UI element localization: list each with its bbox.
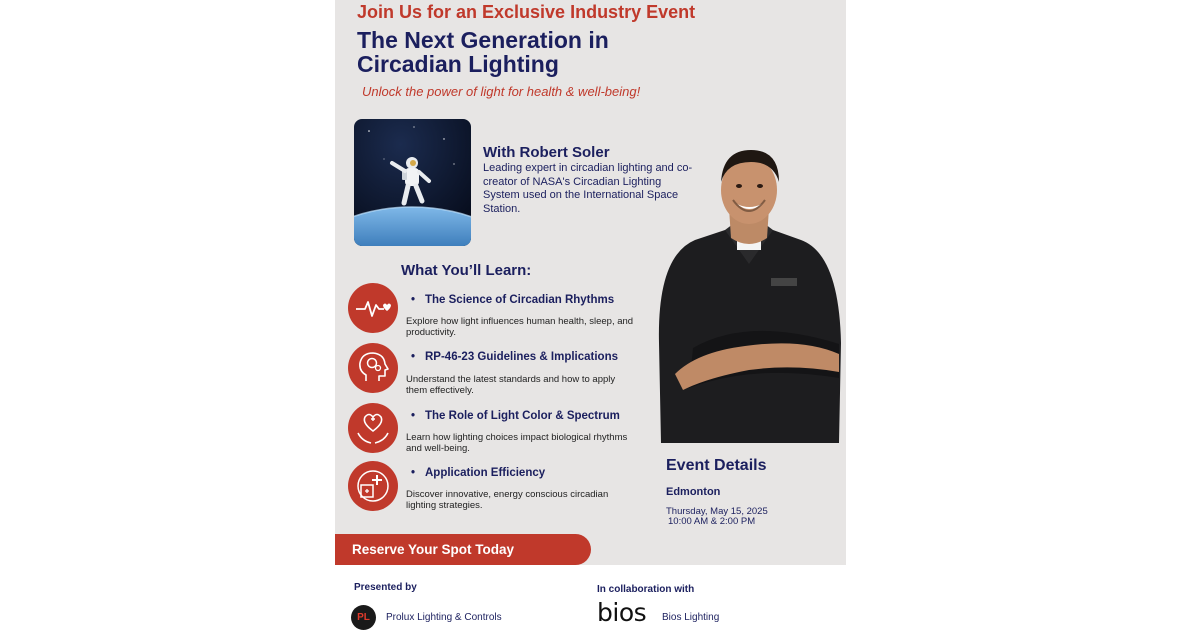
footer <box>335 565 846 630</box>
topic-heading-text: Application Efficiency <box>425 467 546 479</box>
event-tagline: Unlock the power of light for health & well-being! <box>362 84 641 99</box>
speaker-bio: Leading expert in circadian lighting and co-creator of NASA's Circadian Lighting System used on the International Space Station. <box>483 162 693 215</box>
astronaut-image <box>354 119 471 246</box>
event-date: Thursday, May 15, 2025 <box>666 506 768 517</box>
bios-logo: bios <box>597 598 647 627</box>
bullet: • <box>411 351 416 363</box>
collaboration-label: In collaboration with <box>597 584 695 595</box>
topic-heading <box>411 351 618 363</box>
collaborator-name: Bios Lighting <box>662 612 720 623</box>
event-flyer <box>335 0 846 565</box>
presenter-name: Prolux Lighting & Controls <box>386 612 502 623</box>
reserve-spot-button[interactable]: Reserve Your Spot Today <box>335 534 591 565</box>
topic-heading-text: The Science of Circadian Rhythms <box>425 294 615 306</box>
heartbeat-icon <box>348 283 398 333</box>
bullet: • <box>411 410 416 422</box>
topic-description: Discover innovative, energy conscious circadian lighting strategies. <box>406 489 609 511</box>
event-city: Edmonton <box>666 486 721 498</box>
event-time: 10:00 AM & 2:00 PM <box>668 516 756 527</box>
bullet: • <box>411 467 416 479</box>
head-gears-icon <box>348 343 398 393</box>
learn-section-title: What You’ll Learn: <box>401 262 532 279</box>
topic-description: Understand the latest standards and how to apply them effectively. <box>406 374 616 396</box>
event-kicker: Join Us for an Exclusive Industry Event <box>357 2 696 22</box>
bullet: • <box>411 294 416 306</box>
topic-description: Explore how light influences human health, sleep, and productivity. <box>406 316 634 338</box>
topic-heading-text: The Role of Light Color & Spectrum <box>425 410 620 422</box>
presented-by-label: Presented by <box>354 582 417 593</box>
topic-heading <box>411 294 614 306</box>
medical-efficiency-icon <box>348 461 398 511</box>
topic-heading-text: RP-46-23 Guidelines & Implications <box>425 351 618 363</box>
prolux-logo: PL <box>351 605 376 630</box>
speaker-name: With Robert Soler <box>483 144 610 161</box>
topic-description: Learn how lighting choices impact biological rhythms and well-being. <box>406 432 628 454</box>
topic-heading <box>411 467 545 479</box>
topic-heading <box>411 410 620 422</box>
event-details-title: Event Details <box>666 457 767 474</box>
speaker-photo <box>653 138 846 443</box>
event-title: The Next Generation in Circadian Lighting <box>357 27 609 77</box>
heart-hands-icon <box>348 403 398 453</box>
